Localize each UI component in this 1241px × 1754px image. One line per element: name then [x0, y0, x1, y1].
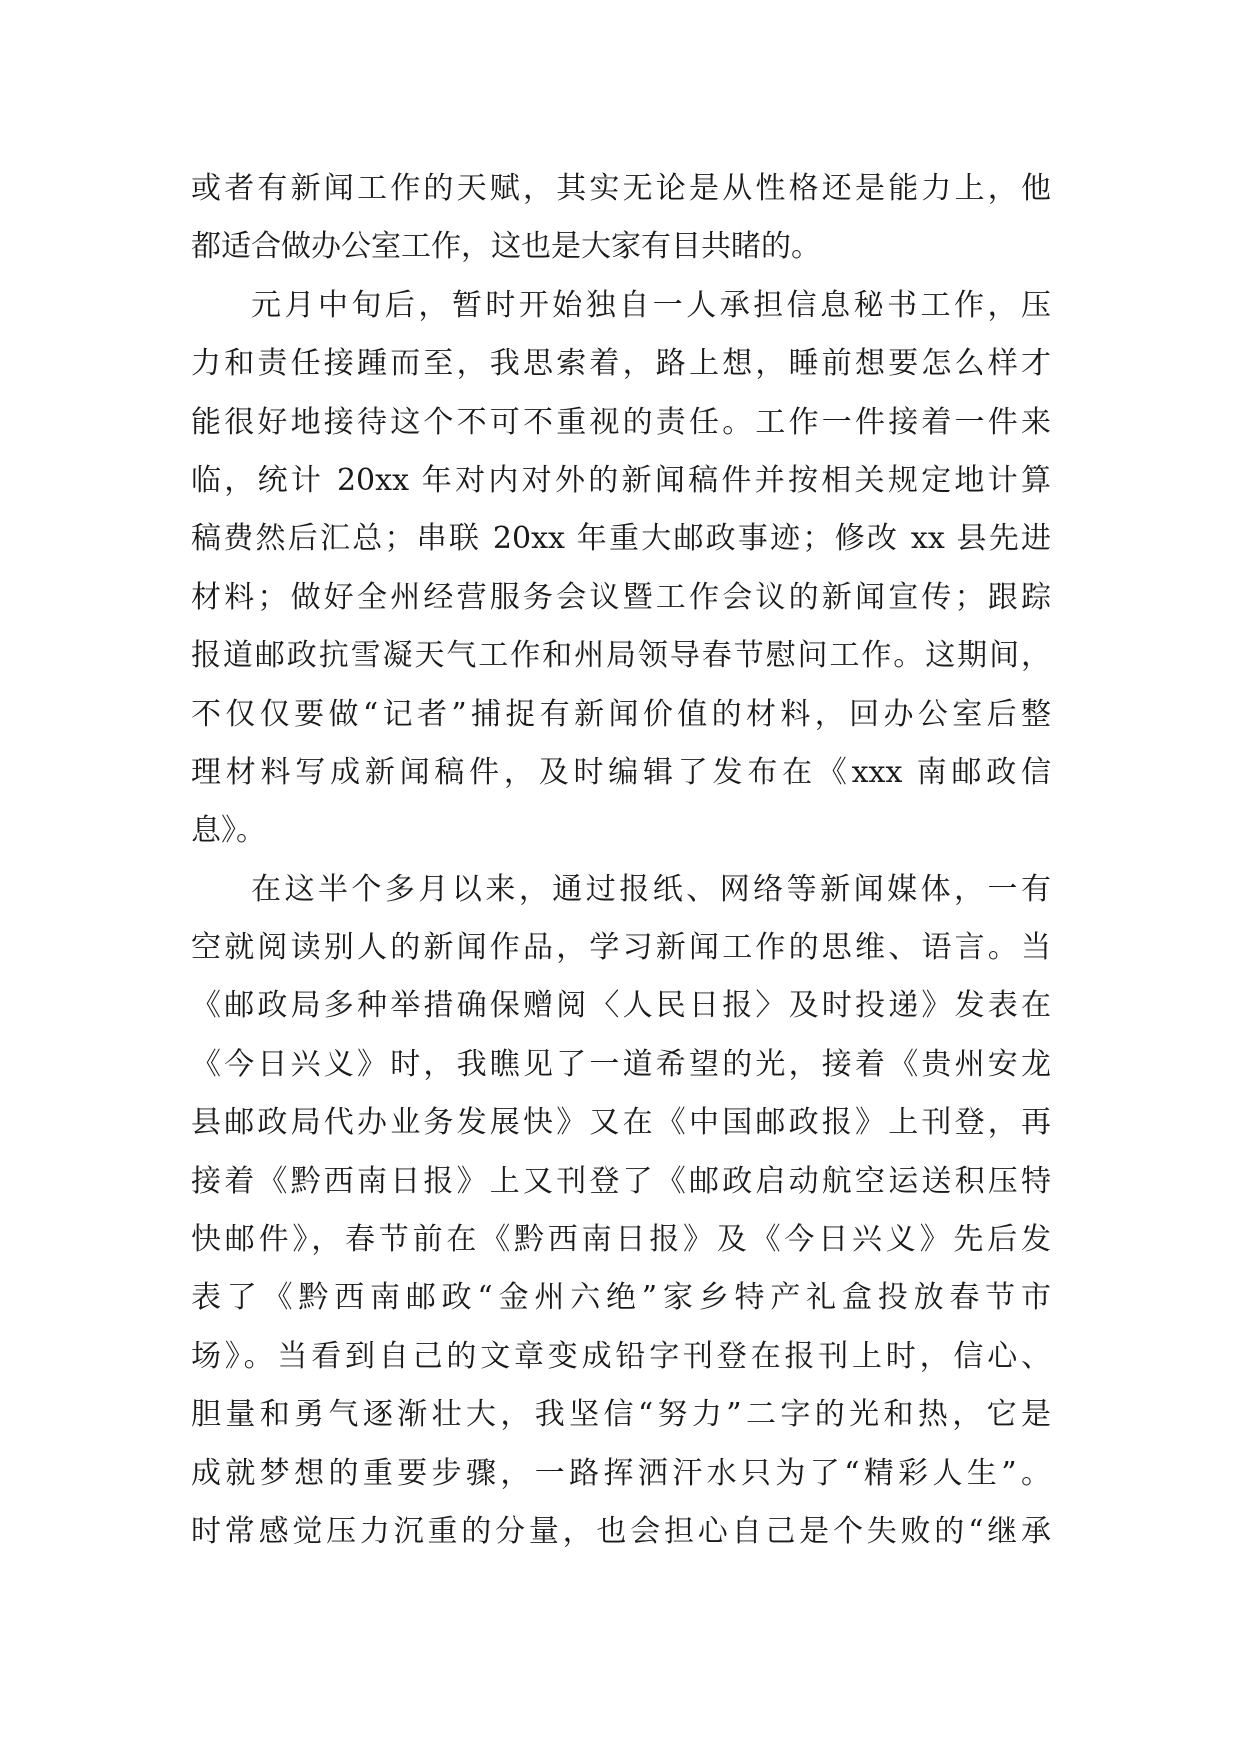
text-line: 接着《黔西南日报》上又刊登了《邮政启动航空运送积压特	[191, 1163, 1051, 1199]
text-line: 或者有新闻工作的天赋，其实无论是从性格还是能力上，他	[191, 171, 1051, 206]
text-line: 场》。当看到自己的文章变成铅字刊登在报刊上时，信心、	[191, 1338, 1051, 1374]
text-line: 报道邮政抗雪凝天气工作和州局领导春节慰问工作。这期间，	[191, 638, 1051, 674]
text-line: 《邮政局多种举措确保赠阅〈人民日报〉及时投递》发表在	[191, 988, 1051, 1024]
paragraph-2	[191, 277, 1051, 861]
text-line: 理材料写成新闻稿件，及时编辑了发布在《xxx 南邮政信	[191, 754, 1051, 790]
text-line: 在这半个多月以来，通过报纸、网络等新闻媒体，一有	[251, 871, 1051, 907]
paragraph-3	[191, 861, 1051, 1562]
text-line: 不仅仅要做“记者”捕捉有新闻价值的材料，回办公室后整	[191, 696, 1051, 732]
text-line: 临，统计 20xx 年对内对外的新闻稿件并按相关规定地计算	[191, 462, 1051, 498]
text-line: 材料；做好全州经营服务会议暨工作会议的新闻宣传；跟踪	[191, 579, 1051, 615]
text-line: 稿费然后汇总；串联 20xx 年重大邮政事迹；修改 xx 县先进	[191, 521, 1051, 557]
text-line: 成就梦想的重要步骤，一路挥洒汗水只为了“精彩人生”。	[191, 1455, 1051, 1491]
text-line: 元月中旬后，暂时开始独自一人承担信息秘书工作，压	[251, 287, 1051, 323]
text-line: 息》。	[191, 813, 266, 849]
text-line: 能很好地接待这个不可不重视的责任。工作一件接着一件来	[191, 404, 1051, 440]
text-line: 《今日兴义》时，我瞧见了一道希望的光，接着《贵州安龙	[191, 1046, 1051, 1082]
text-line: 县邮政局代办业务发展快》又在《中国邮政报》上刊登，再	[191, 1105, 1051, 1141]
text-line: 快邮件》，春节前在《黔西南日报》及《今日兴义》先后发	[191, 1222, 1051, 1258]
text-line: 空就阅读别人的新闻作品，学习新闻工作的思维、语言。当	[191, 930, 1051, 966]
document-body	[191, 160, 1051, 1561]
text-line: 时常感觉压力沉重的分量，也会担心自己是个失败的“继承	[191, 1513, 1051, 1549]
text-line: 胆量和勇气逐渐壮大，我坚信“努力”二字的光和热，它是	[191, 1397, 1051, 1433]
text-line: 力和责任接踵而至，我思索着，路上想，睡前想要怎么样才	[191, 346, 1051, 382]
text-line: 表了《黔西南邮政“金州六绝”家乡特产礼盒投放春节市	[191, 1280, 1051, 1316]
paragraph-1	[191, 160, 1051, 277]
text-line: 都适合做办公室工作，这也是大家有目共睹的。	[191, 229, 821, 265]
